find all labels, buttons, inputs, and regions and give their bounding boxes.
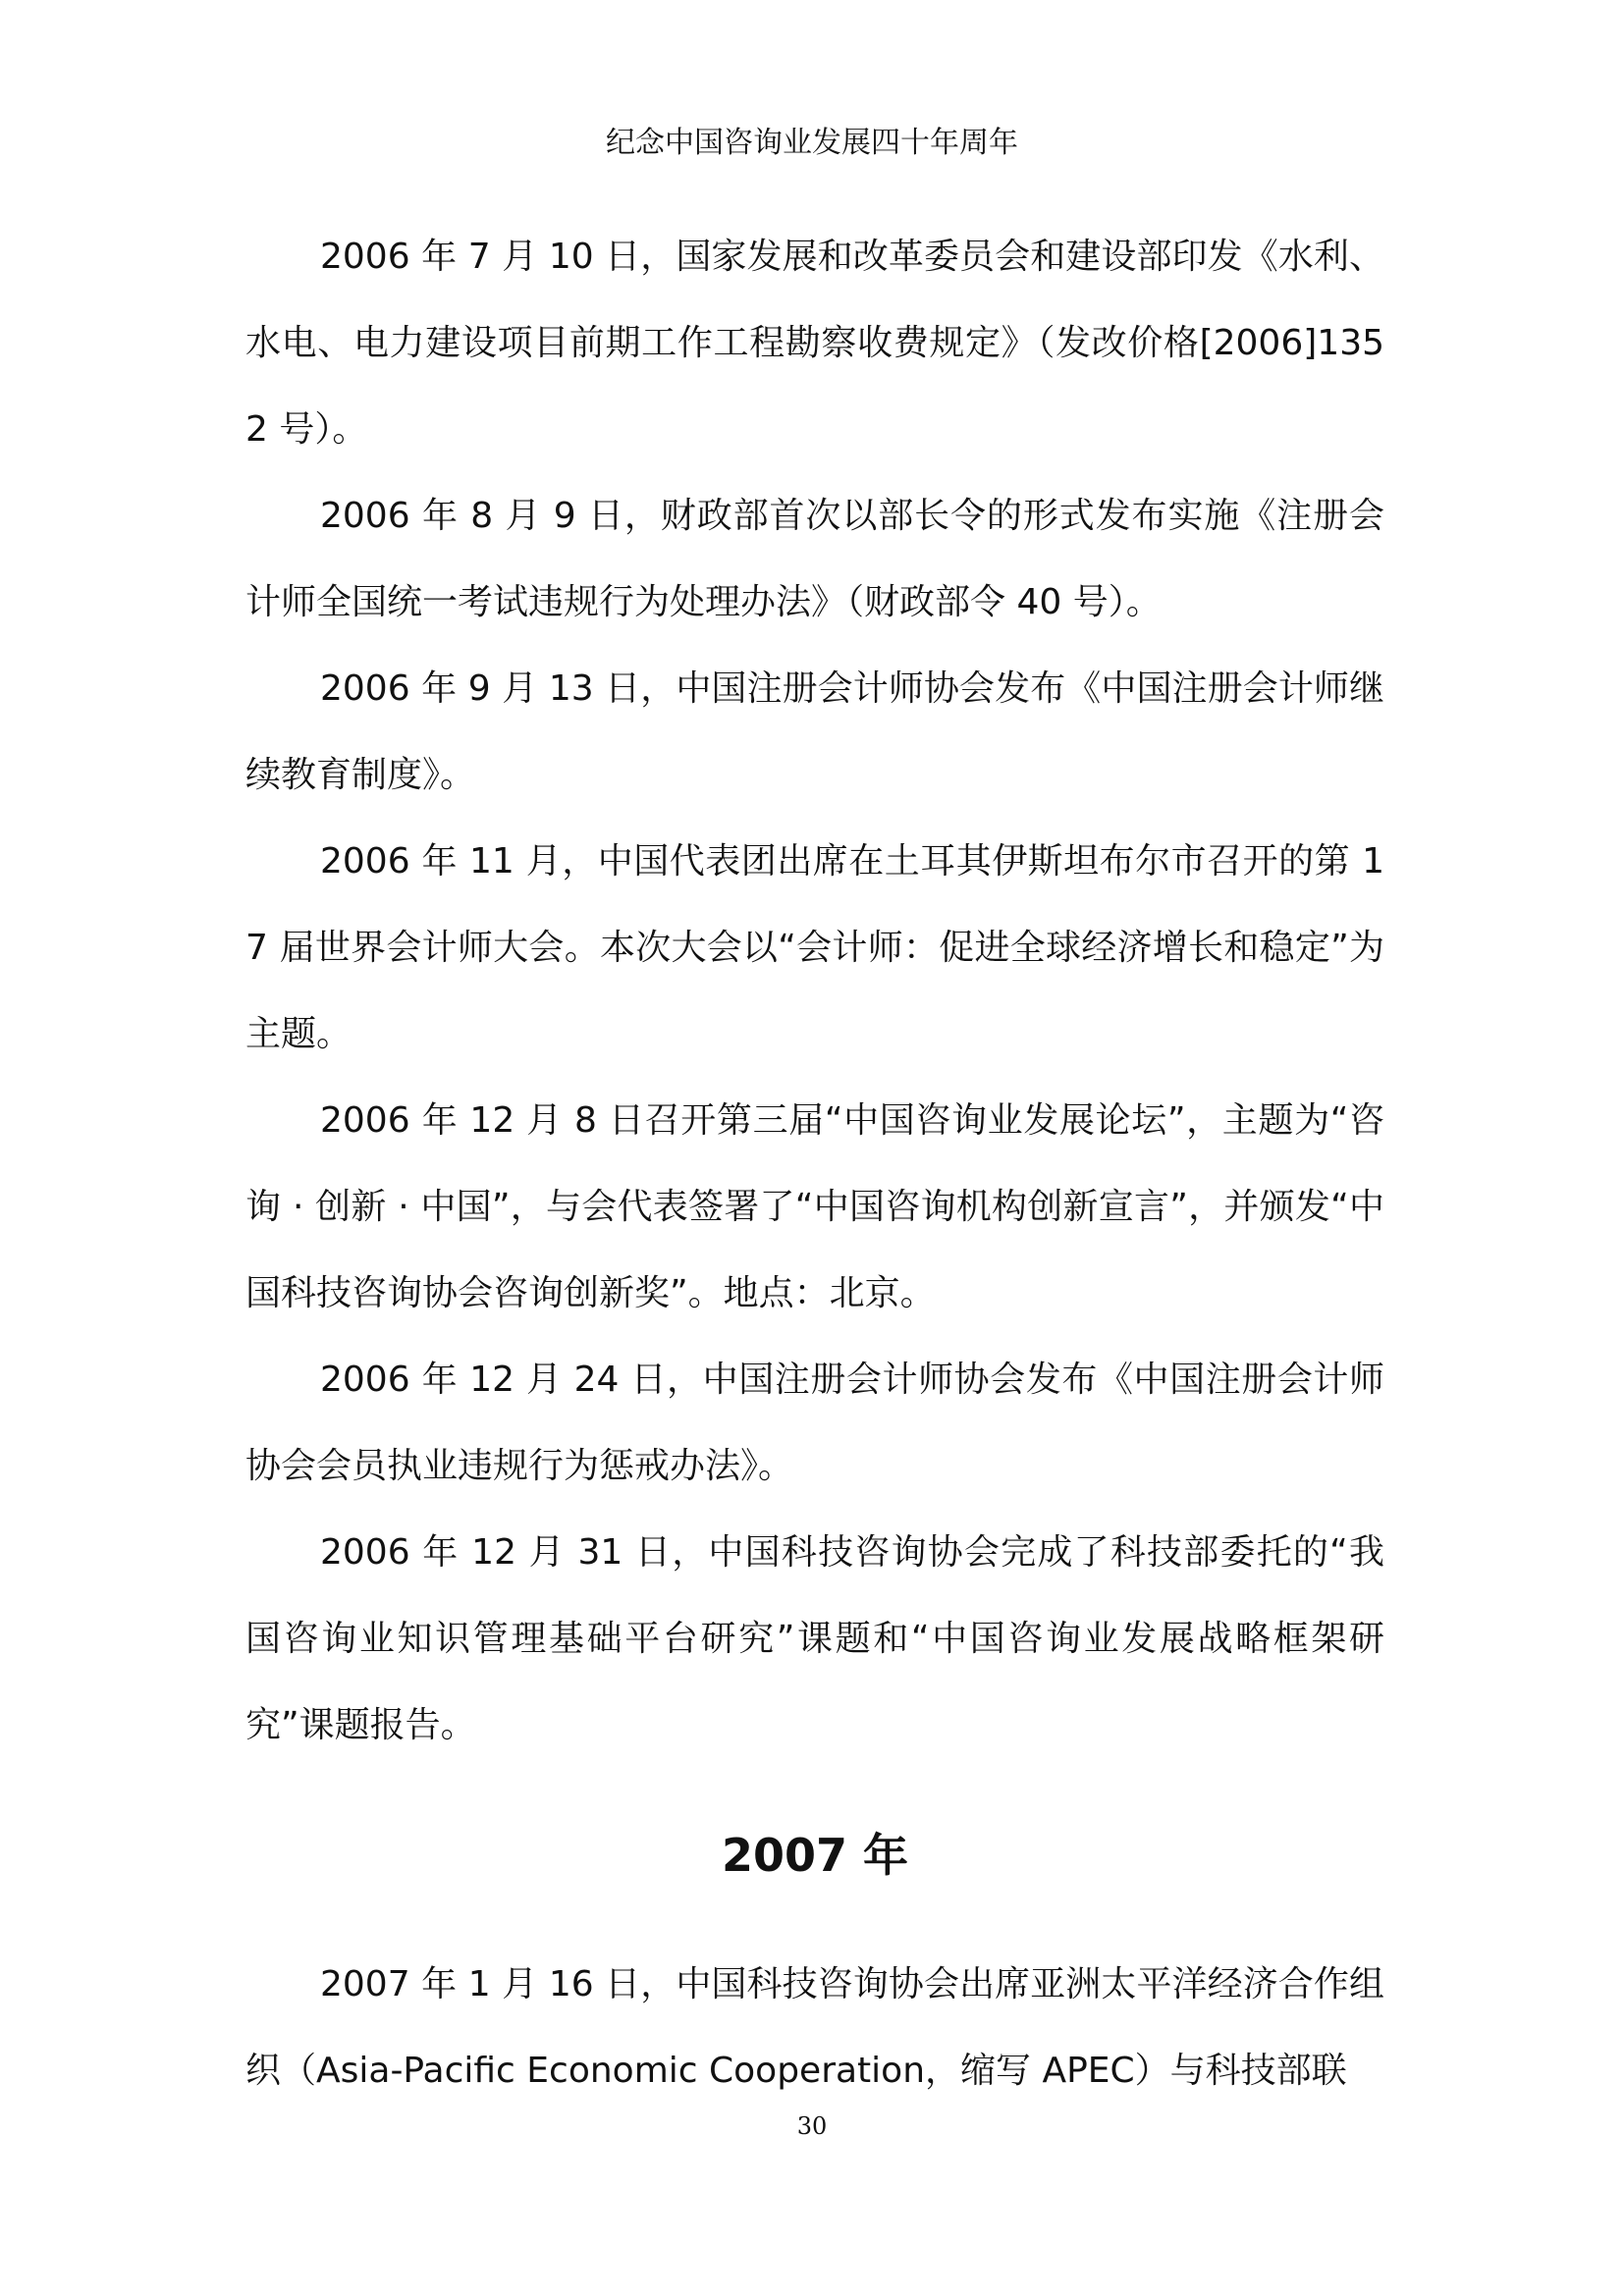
paragraph-2006-nov: 2006 年 11 月，中国代表团出席在土耳其伊斯坦布尔市召开的第 17 届世界会计师大会。本次大会以“会计师：促进全球经济增长和稳定”为主题。 [245, 841, 1384, 1054]
page-number: 30 [796, 2112, 828, 2140]
running-header: 纪念中国咨询业发展四十年周年 [606, 126, 1018, 160]
paragraph-2006-dec-8: 2006 年 12 月 8 日召开第三届“中国咨询业发展论坛”，主题为“咨询 · 创新 · 中国”，与会代表签署了“中国咨询机构创新宣言”，并颁发“中国科技咨询协会咨询创新奖”。地点：北京。 [245, 1100, 1384, 1313]
paragraph-2006-sep-13: 2006 年 9 月 13 日，中国注册会计师协会发布《中国注册会计师继续教育制度》。 [245, 668, 1384, 795]
paragraph-2006-jul-10: 2006 年 7 月 10 日，国家发展和改革委员会和建设部印发《水利、水电、电力建设项目前期工作工程勘察收费规定》（发改价格[2006]1352 号）。 [245, 237, 1384, 450]
paragraph-2006-dec-31: 2006 年 12 月 31 日，中国科技咨询协会完成了科技部委托的“我国咨询业知识管理基础平台研究”课题和“中国咨询业发展战略框架研究”课题报告。 [245, 1532, 1384, 1745]
paragraph-2006-dec-24: 2006 年 12 月 24 日，中国注册会计师协会发布《中国注册会计师协会会员执业违规行为惩戒办法》。 [245, 1360, 1384, 1486]
section-heading-2007: 2007 年 [721, 1829, 909, 1882]
document-body [245, 214, 1384, 2114]
paragraph-2007-jan-16: 2007 年 1 月 16 日，中国科技咨询协会出席亚洲太平洋经济合作组织（Asia-Pacific Economic Cooperation，缩写 APEC）与科技部联 [245, 1964, 1384, 2091]
paragraph-2006-aug-9: 2006 年 8 月 9 日，财政部首次以部长令的形式发布实施《注册会计师全国统一考试违规行为处理办法》（财政部令 40 号）。 [245, 496, 1384, 622]
